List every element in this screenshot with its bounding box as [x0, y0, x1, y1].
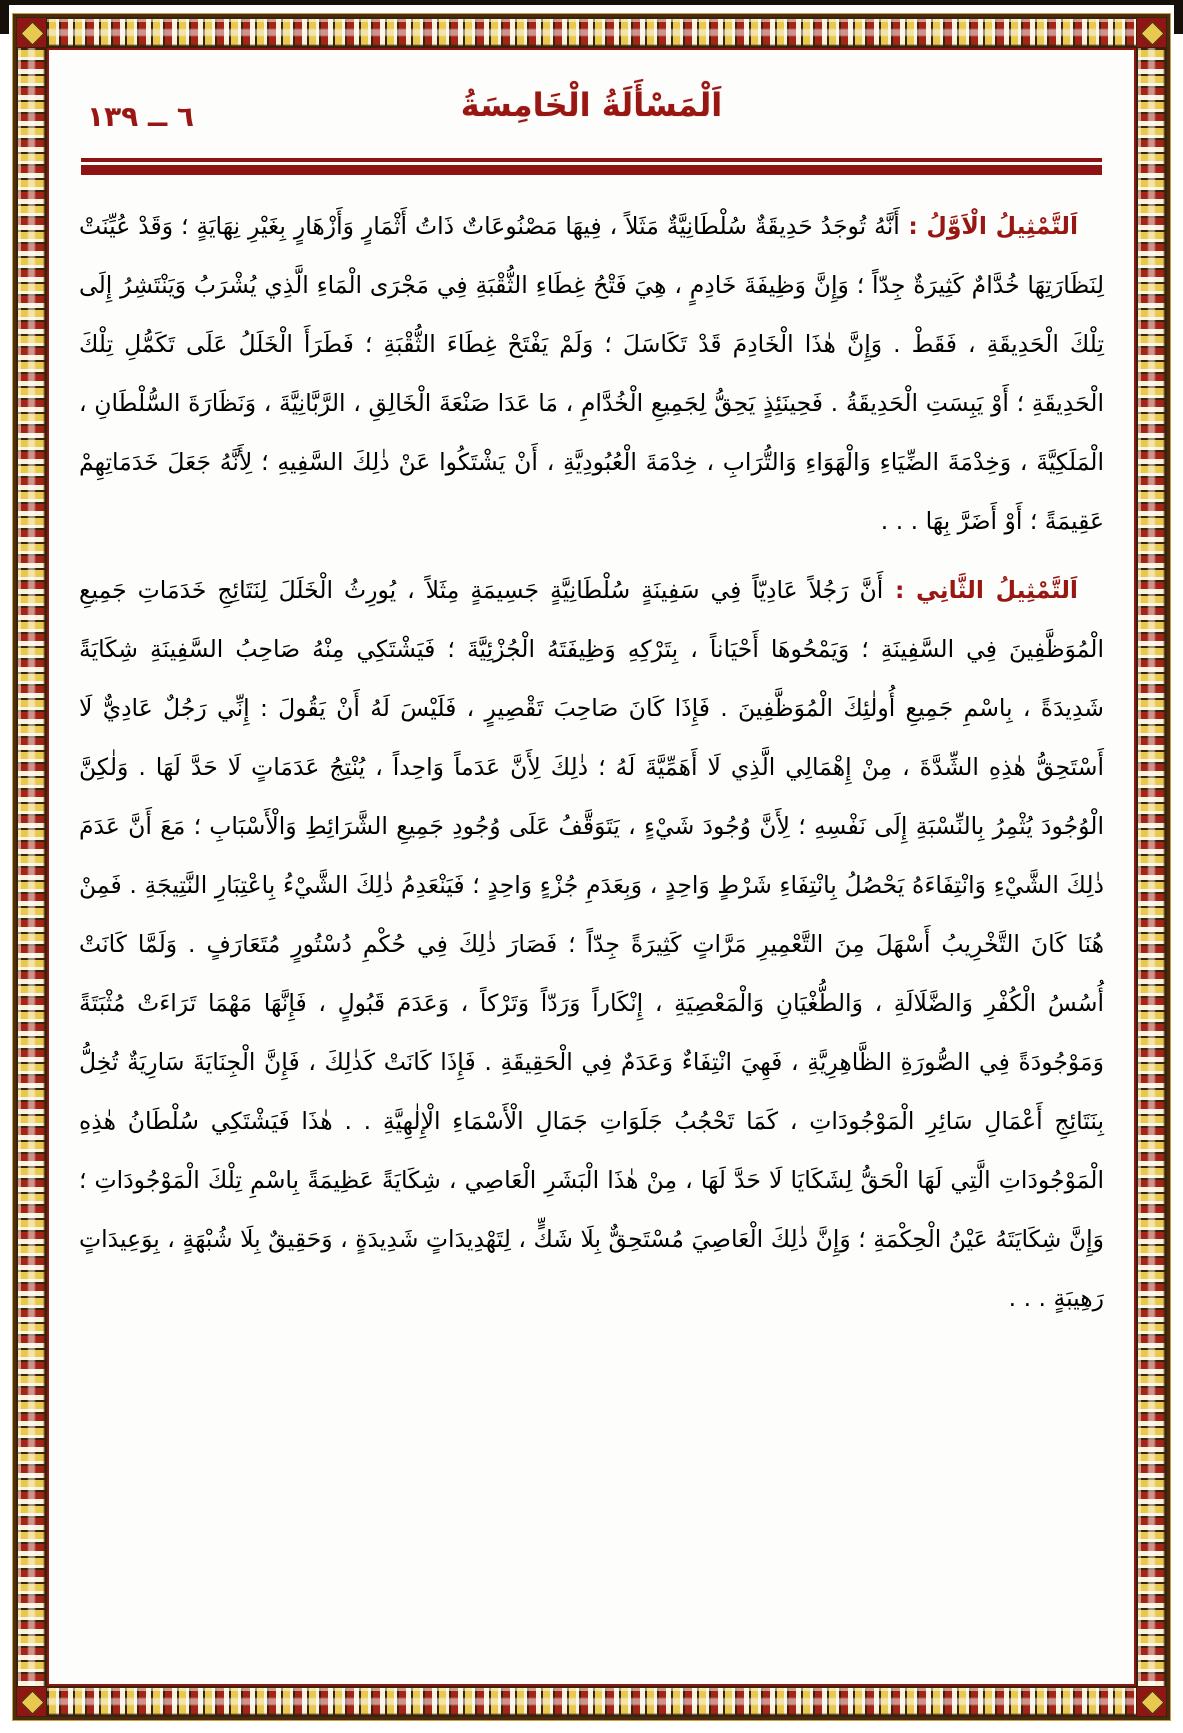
body-text — [79, 197, 1104, 1328]
border-corner-ornament — [1136, 17, 1167, 48]
paragraph-first-analogy — [79, 197, 1104, 551]
border-corner-ornament — [1136, 1686, 1167, 1717]
border-corner-ornament — [16, 1686, 47, 1717]
scan-edge-right — [1174, 0, 1183, 34]
border-band-left — [16, 48, 47, 1686]
page-content-area — [47, 48, 1136, 1686]
paragraph-text-first: أَنَّهُ تُوجَدُ حَدِيقَةٌ سُلْطَانِيَّةٌ مَثَلاً ، فِيهَا مَصْنُوعَاتٌ ذَاتُ أَثْمَارٍ وَأَزْهَارٍ بِغَيْرِ نِهَايَةٍ ؛ وَقَدْ عُيِّنَتْ لِنَظَارَتِهَا خُدَّامٌ كَثِيرَةٌ جِدّاً ؛ وَإِنَّ وَظِيفَةَ خَادِمٍ ، هِيَ فَتْحُ غِطَاءِ الثُّقْبَةِ فِي مَجْرَى الْمَاءِ الَّذِي يُشْرَبُ وَيَنْتَشِرُ إِلَى تِلْكَ الْحَدِيقَةِ ، فَقَطْ . وَإِنَّ هٰذَا الْخَادِمَ قَدْ تَكَاسَلَ ؛ وَلَمْ يَفْتَحْ غِطَاءَ الثُّقْبَةِ ؛ فَطَرَأَ الْخَلَلُ عَلَى تَكَمُّلِ تِلْكَ الْحَدِيقَةِ ؛ أَوْ يَبِسَتِ الْحَدِيقَةُ . فَحِينَئِذٍ يَحِقُّ لِجَمِيعِ الْخُدَّامِ ، مَا عَدَا صَنْعَةَ الْخَالِقِ ، الرَّبَّانِيَّةَ ، وَنَظَارَةَ السُّلْطَانِ ، الْمَلَكِيَّةَ ، وَخِدْمَةَ الضِّيَاءِ وَالْهَوَاءِ وَالتُّرَابِ ، خِدْمَةَ الْعُبُودِيَّةِ ، أَنْ يَشْتَكُوا عَنْ ذٰلِكَ السَّفِيهِ ؛ لِأَنَّهُ جَعَلَ خَدَمَاتِهِمْ عَقِيمَةً ؛ أَوْ أَضَرَّ بِهَا . . . — [79, 212, 1104, 535]
paragraph-second-analogy — [79, 561, 1104, 1328]
scan-edge-top — [0, 0, 1183, 5]
paragraph-text-second: أَنَّ رَجُلاً عَادِيّاً فِي سَفِينَةٍ سُلْطَانِيَّةٍ جَسِيمَةٍ مِثَلاً ، يُورِثُ الْخَلَلَ لِنَتَائِجِ خَدَمَاتِ جَمِيعِ الْمُوَظَّفِينَ فِي السَّفِينَةِ ؛ وَيَمْحُوهَا أَحْيَاناً ، بِتَرْكِهِ وَظِيفَتَهُ الْجُزْئِيَّةَ ؛ فَيَشْتَكِي مِنْهُ صَاحِبُ السَّفِينَةِ شِكَايَةً شَدِيدَةً ، بِاسْمِ جَمِيعِ أُولٰئِكَ الْمُوَظَّفِينَ . فَإِذَا كَانَ صَاحِبَ تَقْصِيرٍ ، فَلَيْسَ لَهُ أَنْ يَقُولَ : إِنِّي رَجُلٌ عَادِيٌّ لَا أَسْتَحِقُّ هٰذِهِ الشِّدَّةَ ، مِنْ إِهْمَالِي الَّذِي لَا أَهَمِّيَّةَ لَهُ ؛ ذٰلِكَ لِأَنَّ عَدَماً وَاحِداً ، يُنْتِجُ عَدَمَاتٍ لَا حَدَّ لَهَا . وَلٰكِنَّ الْوُجُودَ يُثْمِرُ بِالنِّسْبَةِ إِلَى نَفْسِهِ ؛ لِأَنَّ وُجُودَ شَيْءٍ ، يَتَوَقَّفُ عَلَى وُجُودِ جَمِيعِ الشَّرَائِطِ وَالْأَسْبَابِ ؛ مَعَ أَنَّ عَدَمَ ذٰلِكَ الشَّيْءِ وَانْتِفَاءَهُ يَحْصُلُ بِانْتِفَاءِ شَرْطٍ وَاحِدٍ ، وَبِعَدَمِ جُزْءٍ وَاحِدٍ ؛ فَيَنْعَدِمُ ذٰلِكَ الشَّيْءُ بِاعْتِبَارِ النَّتِيجَةِ . فَمِنْ هُنَا كَانَ التَّخْرِيبُ أَسْهَلَ مِنَ التَّعْمِيرِ مَرَّاتٍ كَثِيرَةً جِدّاً ؛ فَصَارَ ذٰلِكَ فِي حُكْمِ دُسْتُورٍ مُتَعَارَفٍ . وَلَمَّا كَانَتْ أُسُسُ الْكُفْرِ وَالضَّلَالَةِ ، وَالطُّغْيَانِ وَالْمَعْصِيَةِ ، إِنْكَاراً وَرَدّاً وَتَرْكاً ، وَعَدَمَ قَبُولٍ ، فَإِنَّهَا مَهْمَا تَرَاءَتْ مُثْبَتَةً وَمَوْجُودَةً فِي الصُّورَةِ الظَّاهِرِيَّةِ ، فَهِيَ انْتِفَاءٌ وَعَدَمٌ فِي الْحَقِيقَةِ . فَإِذَا كَانَتْ كَذٰلِكَ ، فَإِنَّ الْجِنَايَةَ سَارِيَةٌ تُخِلُّ بِنَتَائِجِ أَعْمَالِ سَائِرِ الْمَوْجُودَاتِ ، كَمَا تَحْجُبُ جَلَوَاتِ جَمَالِ الْأَسْمَاءِ الْإِلٰهِيَّةِ . . هٰذَا فَيَشْتَكِي سُلْطَانُ هٰذِهِ الْمَوْجُودَاتِ الَّتِي لَهَا الْحَقُّ لِشَكَايَا لَا حَدَّ لَهَا ، مِنْ هٰذَا الْبَشَرِ الْعَاصِي ، شِكَايَةً عَظِيمَةً بِاسْمِ تِلْكَ الْمَوْجُودَاتِ ؛ وَإِنَّ شِكَايَتَهُ عَيْنُ الْحِكْمَةِ ؛ وَإِنَّ ذٰلِكَ الْعَاصِيَ مُسْتَحِقٌّ بِلَا شَكٍّ ، لِتَهْدِيدَاتٍ شَدِيدَةٍ ، وَحَقِيقٌ بِلَا شُبْهَةٍ ، بِوَعِيدَاتٍ رَهِيبَةٍ . . . — [79, 576, 1104, 1312]
border-corner-ornament — [16, 17, 47, 48]
decorative-border-frame — [13, 14, 1170, 1720]
scan-edge-left — [0, 0, 9, 34]
page-title: اَلْمَسْأَلَةُ الْخَامِسَةُ — [460, 86, 723, 124]
header-double-rule — [81, 158, 1102, 175]
border-band-right — [1136, 48, 1167, 1686]
paragraph-lead-second: اَلتَّمْثِيلُ الثَّانِي : — [883, 576, 1078, 604]
border-band-bottom — [47, 1686, 1136, 1717]
paragraph-lead-first: اَلتَّمْثِيلُ الْاَوَّلُ : — [899, 212, 1079, 240]
border-band-top — [47, 17, 1136, 48]
page-header — [79, 86, 1104, 150]
page-number: ٦ ــ ١٣٩ — [87, 100, 195, 133]
